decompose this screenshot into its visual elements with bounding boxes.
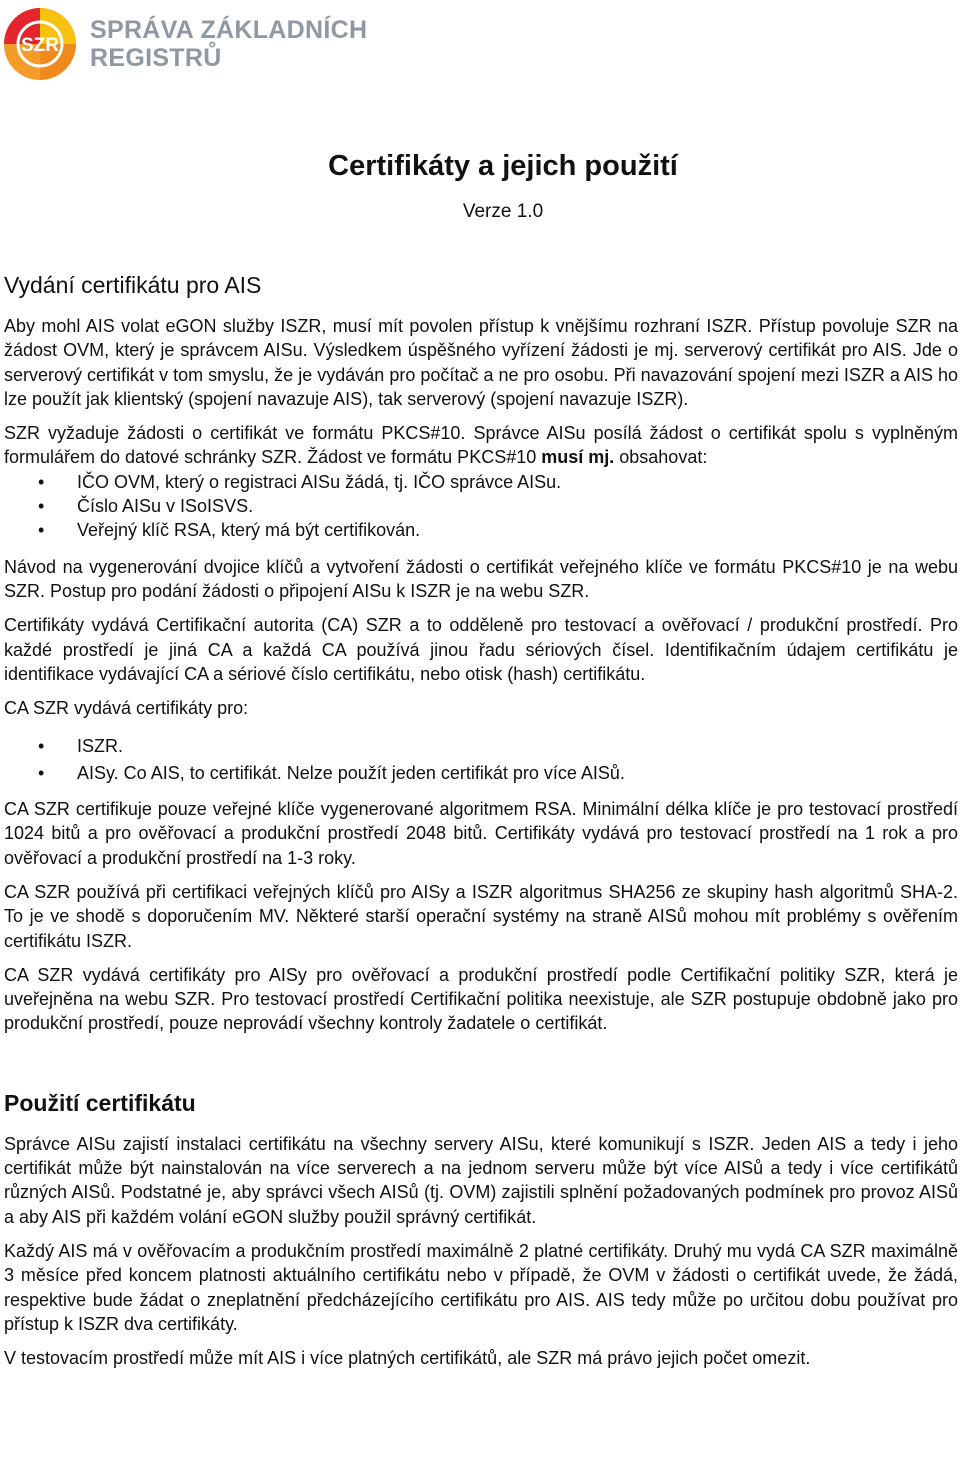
- paragraph-pkcs: [4, 421, 958, 470]
- paragraph-bold-text: musí mj.: [541, 447, 615, 468]
- section-heading-usage: Použití certifikátu: [4, 1089, 196, 1116]
- logo-wordmark: [90, 16, 367, 72]
- paragraph-text: SZR vyžaduje žádosti o certifikát ve formátu PKCS#10. Správce AISu posílá žádost o certifikát spolu s vyplněným formulářem do datové schránky SZR. Žádost ve formátu PKCS#10: [4, 423, 958, 468]
- requirements-list: [4, 470, 958, 543]
- paragraph: Aby mohl AIS volat eGON služby ISZR, musí mít povolen přístup k vnějšímu rozhraní ISZR. Přístup povoluje SZR na žádost OVM, který je správcem AISu. Výsledkem úspěšného vyřízení žádosti je mj. serverový certifikát pro AIS. Jde o serverový certifikát v tom smyslu, že je vydáván pro počítač a ne pro osobu. Při navazování spojení mezi ISZR a AIS ho lze použít jak klientský (spojení navazuje AIS), tak serverový (spojení navazuje ISZR).: [4, 316, 958, 409]
- list-item: • IČO OVM, který o registraci AISu žádá, tj. IČO správce AISu.: [4, 470, 958, 494]
- paragraph: Každý AIS má v ověřovacím a produkčním prostředí maximálně 2 platné certifikáty. Druhý mu vydá CA SZR maximálně 3 měsíce před koncem platnosti aktuálního certifikátu nebo v případě, že OVM v žádosti o certifikát uvede, že žádá, respektive bude žádat o zneplatnění předcházejícího certifikátu pro AIS. AIS tedy může po určitou dobu používat pro přístup k ISZR dva certifikáty.: [4, 1240, 958, 1334]
- paragraph: CA SZR certifikuje pouze veřejné klíče vygenerované algoritmem RSA. Minimální délka klíče je pro testovací prostředí 1024 bitů a pro ověřovací a produkční prostředí 2048 bitů. Certifikáty vydává pro testovací prostředí na 1 rok a pro ověřovací a produkční prostředí na 1-3 roky.: [4, 799, 958, 868]
- document-title: [0, 150, 960, 183]
- paragraph-text: obsahovat:: [614, 447, 708, 468]
- logo-line-1: SPRÁVA ZÁKLADNÍCH: [90, 16, 368, 44]
- section-heading-issuance: Vydání certifikátu pro AIS: [4, 272, 262, 298]
- paragraph: CA SZR používá při certifikaci veřejných klíčů pro AISy a ISZR algoritmus SHA256 ze skupiny hash algoritmů SHA-2. To je ve shodě s doporučením MV. Některé starší operační systémy na straně AISů mohou mít problémy s ověřením certifikátu ISZR.: [4, 881, 958, 951]
- certificate-targets-list: [4, 734, 958, 785]
- document-body: [4, 270, 958, 1380]
- szr-logo: [2, 6, 367, 82]
- document-version: Verze 1.0: [462, 201, 544, 222]
- paragraph: CA SZR vydává certifikáty pro:: [4, 698, 249, 719]
- paragraph: CA SZR vydává certifikáty pro AISy pro ověřovací a produkční prostředí podle Certifikační politiky SZR, která je uveřejněna na webu SZR. Pro testovací prostředí Certifikační politika neexistuje, ale SZR postupuje obdobně jako pro produkční prostředí, pouze neprovádí všechny kontroly žadatele o certifikát.: [4, 964, 958, 1034]
- logo-abbr: SZR: [21, 35, 59, 56]
- paragraph: Návod na vygenerování dvojice klíčů a vytvoření žádosti o certifikát veřejného klíče ve formátu PKCS#10 je na webu SZR. Postup pro podání žádosti o připojení AISu k ISZR je na webu SZR.: [4, 556, 958, 601]
- list-item: • ISZR.: [4, 734, 958, 758]
- paragraph: Certifikáty vydává Certifikační autorita (CA) SZR a to odděleně pro testovací a ověřovací / produkční prostředí. Pro každé prostředí je jiná CA a každá CA používá jinou řadu sériových čísel. Identifikačním údajem certifikátu je identifikace vydávající CA a sériové číslo certifikátu, nebo otisk (hash) certifikátu.: [4, 615, 958, 684]
- list-item: • Veřejný klíč RSA, který má být certifikován.: [4, 518, 958, 542]
- document-title-text: Certifikáty a jejich použití: [328, 150, 678, 182]
- list-item: • Číslo AISu v ISoISVS.: [4, 494, 958, 518]
- list-item: • AISy. Co AIS, to certifikát. Nelze použít jeden certifikát pro více AISů.: [4, 761, 958, 785]
- logo-line-2: REGISTRŮ: [90, 44, 222, 72]
- szr-logo-icon: [2, 6, 78, 82]
- paragraph: Správce AISu zajistí instalaci certifikátu na všechny servery AISu, které komunikují s ISZR. Jeden AIS a tedy i jeho certifikát může být nainstalován na více serverech a na jednom serveru může být více AISů a tedy i více certifikátů různých AISů. Podstatné je, aby správci všech AISů (tj. OVM) zajistili splnění požadovaných podmínek pro provoz AISů a aby AIS při každém volání eGON služby použil správný certifikát.: [4, 1133, 958, 1227]
- paragraph: V testovacím prostředí může mít AIS i více platných certifikátů, ale SZR má právo jejich počet omezit.: [4, 1348, 811, 1369]
